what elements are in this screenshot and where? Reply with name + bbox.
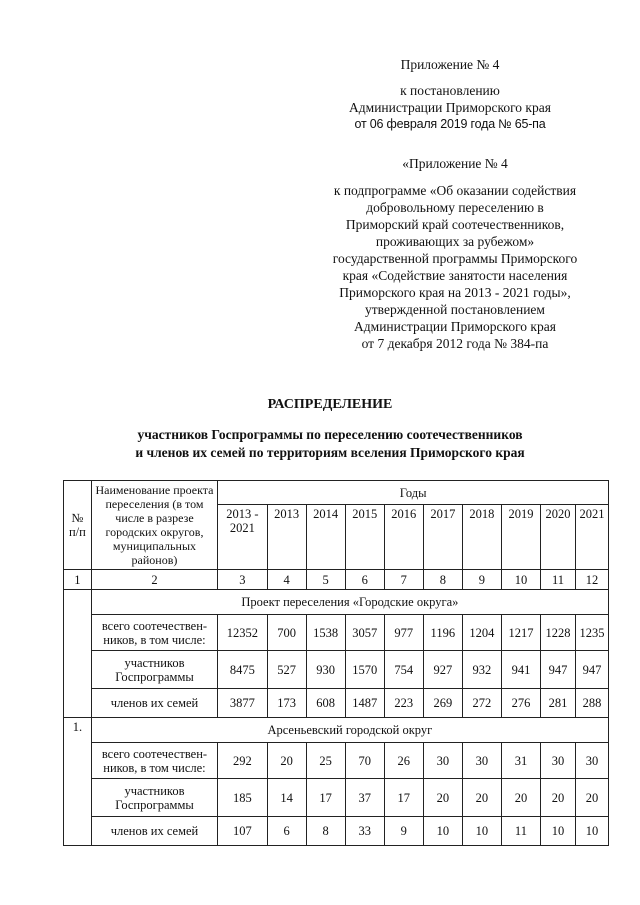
row-label: членов их семей <box>91 689 217 718</box>
appendix-header <box>300 56 600 133</box>
header-year: 2014 <box>306 505 345 570</box>
row-value: 1235 <box>575 615 608 651</box>
row-value: 1196 <box>423 615 462 651</box>
row-value: 30 <box>540 743 575 779</box>
quoted-line: проживающих за рубежом» <box>375 234 535 249</box>
row-value: 930 <box>306 651 345 689</box>
row-label: всего соотечествен-ников, в том числе: <box>91 615 217 651</box>
row-value: 17 <box>384 779 423 817</box>
row-value: 10 <box>540 817 575 846</box>
row-value: 173 <box>267 689 306 718</box>
subtitle-line: и членов их семей по территориям вселения Приморского края <box>135 445 525 460</box>
column-number: 12 <box>575 570 608 590</box>
header-year: 2013 - 2021 <box>218 505 267 570</box>
row-value: 1570 <box>345 651 384 689</box>
row-value: 20 <box>462 779 501 817</box>
row-value: 272 <box>462 689 501 718</box>
document-subtitle <box>60 426 600 462</box>
row-value: 30 <box>575 743 608 779</box>
row-value: 288 <box>575 689 608 718</box>
row-value: 3057 <box>345 615 384 651</box>
row-value: 9 <box>384 817 423 846</box>
row-value: 30 <box>423 743 462 779</box>
quoted-line: государственной программы Приморского <box>332 251 578 266</box>
row-value: 37 <box>345 779 384 817</box>
row-value: 26 <box>384 743 423 779</box>
row-value: 17 <box>306 779 345 817</box>
row-value: 276 <box>501 689 540 718</box>
row-value: 269 <box>423 689 462 718</box>
quoted-line: края «Содействие занятости населения <box>342 268 568 283</box>
row-value: 11 <box>501 817 540 846</box>
document-title: РАСПРЕДЕЛЕНИЕ <box>267 397 393 412</box>
row-value: 977 <box>384 615 423 651</box>
section-header-row <box>64 718 609 743</box>
row-value: 223 <box>384 689 423 718</box>
column-number: 7 <box>384 570 423 590</box>
header-year: 2019 <box>501 505 540 570</box>
row-value: 927 <box>423 651 462 689</box>
quoted-line: «Приложение № 4 <box>402 156 508 171</box>
row-value: 31 <box>501 743 540 779</box>
header-name: Наименование проекта переселения (в том числе в разрезе городских округов, муниципальных районов) <box>91 481 217 570</box>
section-number: 1. <box>64 718 92 846</box>
row-label: всего соотечествен-ников, в том числе: <box>91 743 217 779</box>
row-value: 107 <box>218 817 267 846</box>
quoted-appendix <box>300 155 610 352</box>
section-number <box>64 590 92 718</box>
header-num: № п/п <box>64 481 92 570</box>
quoted-line: Приморского края на 2013 - 2021 годы», <box>339 285 571 300</box>
row-label: членов их семей <box>91 817 217 846</box>
quoted-line: Администрации Приморского края <box>354 319 556 334</box>
appendix-decree-ref: к постановлению <box>400 83 500 98</box>
row-value: 292 <box>218 743 267 779</box>
row-value: 1204 <box>462 615 501 651</box>
header-year: 2017 <box>423 505 462 570</box>
quoted-line: к подпрограмме «Об оказании содействия <box>333 183 577 198</box>
column-number: 11 <box>540 570 575 590</box>
row-value: 10 <box>462 817 501 846</box>
quoted-line: от 7 декабря 2012 года № 384-па <box>361 336 549 351</box>
row-value: 10 <box>575 817 608 846</box>
distribution-table <box>63 480 609 846</box>
row-value: 1487 <box>345 689 384 718</box>
row-value: 33 <box>345 817 384 846</box>
column-number: 2 <box>91 570 217 590</box>
row-value: 700 <box>267 615 306 651</box>
row-value: 20 <box>423 779 462 817</box>
column-numbers-row <box>64 570 609 590</box>
table-body <box>64 590 609 846</box>
appendix-administration: Администрации Приморского края <box>349 100 551 115</box>
row-value: 20 <box>575 779 608 817</box>
row-value: 932 <box>462 651 501 689</box>
row-value: 14 <box>267 779 306 817</box>
header-year: 2018 <box>462 505 501 570</box>
row-value: 8475 <box>218 651 267 689</box>
row-value: 20 <box>501 779 540 817</box>
row-value: 185 <box>218 779 267 817</box>
column-number: 1 <box>64 570 92 590</box>
row-value: 281 <box>540 689 575 718</box>
row-value: 6 <box>267 817 306 846</box>
row-value: 70 <box>345 743 384 779</box>
column-number: 6 <box>345 570 384 590</box>
row-value: 947 <box>575 651 608 689</box>
section-title: Арсеньевский городской округ <box>91 718 608 743</box>
header-year: 2013 <box>267 505 306 570</box>
column-number: 8 <box>423 570 462 590</box>
row-value: 20 <box>540 779 575 817</box>
section-title: Проект переселения «Городские округа» <box>91 590 608 615</box>
row-value: 754 <box>384 651 423 689</box>
quoted-line: добровольному переселению в <box>366 200 544 215</box>
table-row <box>64 651 609 689</box>
row-value: 20 <box>267 743 306 779</box>
row-value: 10 <box>423 817 462 846</box>
row-value: 25 <box>306 743 345 779</box>
row-value: 947 <box>540 651 575 689</box>
table-row <box>64 743 609 779</box>
row-value: 608 <box>306 689 345 718</box>
header-year: 2016 <box>384 505 423 570</box>
section-header-row <box>64 590 609 615</box>
table-row <box>64 689 609 718</box>
column-number: 3 <box>218 570 267 590</box>
column-number: 4 <box>267 570 306 590</box>
header-year: 2015 <box>345 505 384 570</box>
column-number: 9 <box>462 570 501 590</box>
header-year: 2020 <box>540 505 575 570</box>
row-value: 12352 <box>218 615 267 651</box>
decree-stamp: от 06 февраля 2019 года № 65-па <box>354 117 546 131</box>
row-value: 1538 <box>306 615 345 651</box>
row-value: 527 <box>267 651 306 689</box>
header-years-label: Годы <box>218 481 609 505</box>
column-number: 5 <box>306 570 345 590</box>
row-value: 8 <box>306 817 345 846</box>
row-value: 30 <box>462 743 501 779</box>
row-label: участников Госпрограммы <box>91 651 217 689</box>
row-value: 1228 <box>540 615 575 651</box>
subtitle-line: участников Госпрограммы по переселению соотечественников <box>137 427 523 442</box>
row-value: 3877 <box>218 689 267 718</box>
quoted-line: утвержденной постановлением <box>365 302 545 317</box>
row-label: участников Госпрограммы <box>91 779 217 817</box>
column-number: 10 <box>501 570 540 590</box>
appendix-number: Приложение № 4 <box>400 57 500 72</box>
row-value: 941 <box>501 651 540 689</box>
row-value: 1217 <box>501 615 540 651</box>
header-year: 2021 <box>575 505 608 570</box>
table-row <box>64 817 609 846</box>
table-row <box>64 615 609 651</box>
table-row <box>64 779 609 817</box>
quoted-line: Приморский край соотечественников, <box>345 217 565 232</box>
